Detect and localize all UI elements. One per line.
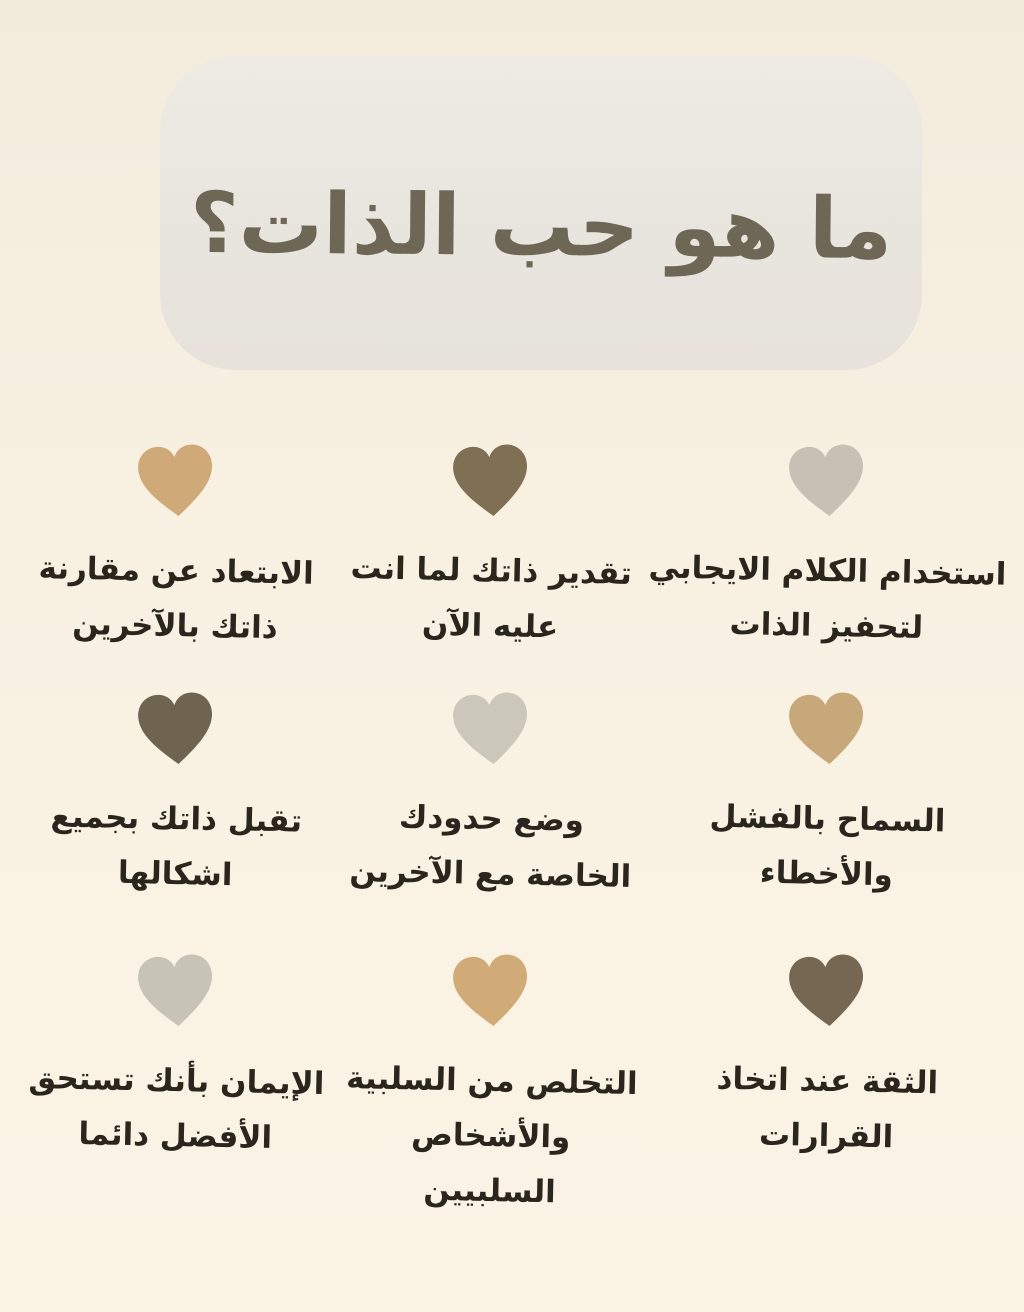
- item-line: السلبيين: [422, 1171, 557, 1211]
- heart-icon: [444, 437, 537, 523]
- item-line: ذاتك بالآخرين: [71, 605, 279, 647]
- item-line: الأفضل دائما: [77, 1115, 273, 1157]
- item-self-appreciation: [333, 440, 648, 688]
- heart-icon: [444, 947, 537, 1033]
- item-line: الابتعاد عن مقارنة: [38, 550, 315, 592]
- item-line: عليه الآن: [421, 606, 559, 646]
- item-label: [49, 789, 303, 904]
- item-line: السماح بالفشل: [709, 798, 946, 840]
- item-line: والأخطاء: [759, 854, 894, 894]
- heart-icon: [129, 947, 222, 1033]
- item-remove-negativity: [333, 950, 648, 1219]
- item-line: وضع حدودك: [398, 799, 585, 839]
- item-label: [343, 1051, 638, 1222]
- heart-icon: [780, 947, 873, 1033]
- item-label: [647, 540, 1007, 657]
- heart-icon: [129, 685, 222, 771]
- item-label: [27, 1051, 325, 1167]
- item-accept-yourself: [18, 688, 333, 950]
- item-avoid-comparison: [18, 440, 333, 688]
- item-label: [708, 790, 946, 905]
- page-title: ما هو حب الذات؟: [189, 173, 893, 279]
- item-line: والأشخاص: [410, 1116, 571, 1156]
- item-allow-failure: [648, 688, 1006, 950]
- item-line: استخدام الكلام الايجابي: [648, 549, 1007, 593]
- item-line: الثقة عند اتخاذ: [716, 1060, 939, 1102]
- item-line: الإيمان بأنك تستحق: [27, 1059, 325, 1103]
- heart-icon: [444, 685, 537, 771]
- self-love-grid: [0, 440, 1024, 1219]
- item-line: التخلص من السلبية: [345, 1059, 638, 1103]
- item-positive-self-talk: [648, 440, 1006, 688]
- title-box: [160, 56, 922, 370]
- item-line: تقدير ذاتك لما انت: [350, 550, 633, 592]
- heart-icon: [129, 437, 222, 523]
- item-label: [349, 541, 633, 657]
- item-line: تقبل ذاتك بجميع: [50, 798, 303, 840]
- item-believe-you-deserve-best: [18, 950, 333, 1219]
- item-decision-confidence: [648, 950, 1006, 1219]
- heart-icon: [780, 437, 873, 523]
- item-line: لتحفيز الذات: [729, 605, 924, 647]
- item-line: اشكالها: [117, 854, 233, 894]
- item-line: القرارات: [759, 1116, 894, 1156]
- item-line: الخاصة مع الآخرين: [348, 853, 632, 895]
- item-set-boundaries: [333, 688, 648, 950]
- item-label: [349, 789, 633, 905]
- item-label: [715, 1052, 939, 1167]
- item-label: [37, 541, 314, 657]
- heart-icon: [780, 685, 873, 771]
